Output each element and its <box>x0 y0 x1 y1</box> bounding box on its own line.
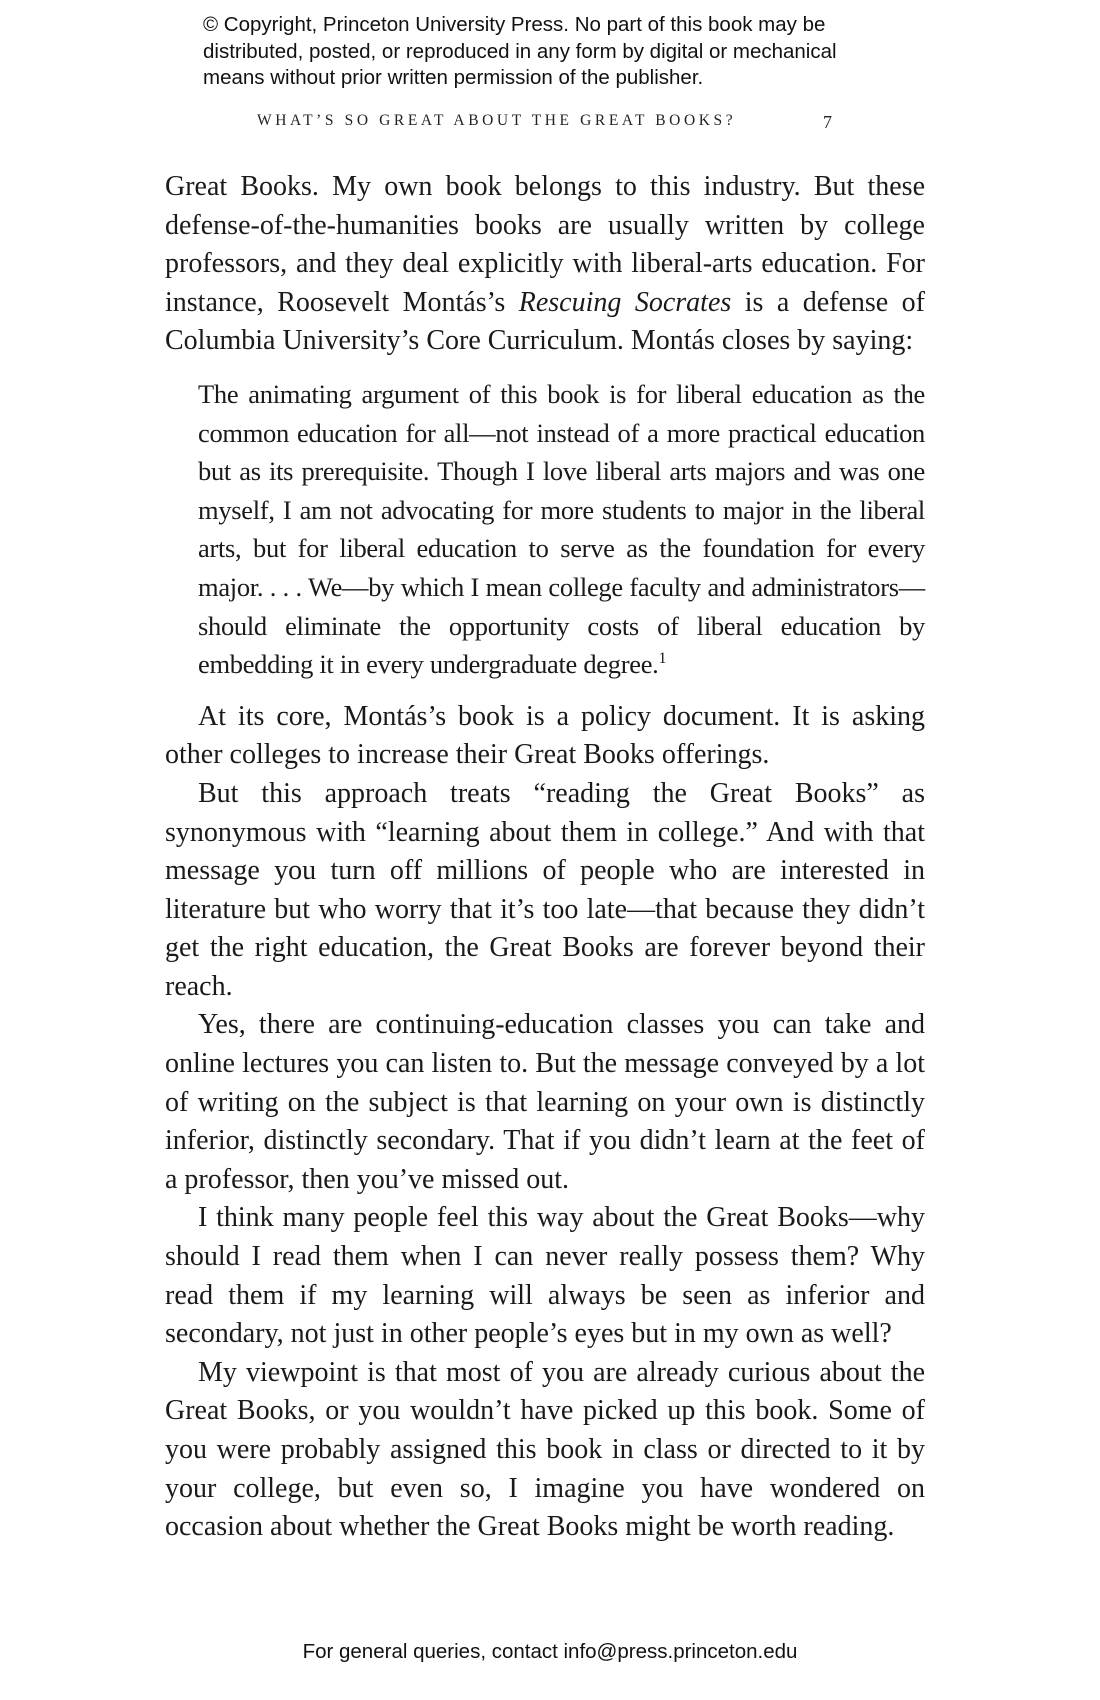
paragraph-1 <box>165 168 925 361</box>
paragraph-2: At its core, Montás’s book is a policy document. It is asking other colleges to increase their Great Books offerings. <box>165 700 925 771</box>
footnote-marker: 1 <box>658 650 667 668</box>
page-body <box>165 168 925 1547</box>
block-quote <box>198 375 925 684</box>
page-number: 7 <box>823 112 832 132</box>
paragraph-1-text-a: Great Books. My own book belongs to this industry. But these defense-of-the-humanities books are usually written by college professors, and they deal explicitly with liberal-arts education. For instance, Roosevelt Montás’s <box>165 171 925 318</box>
paragraph-5: I think many people feel this way about the Great Books—why should I read them when I can never really possess them? Why read them if my learning will always be seen as inferior and secondary, not just in other people’s eyes but in my own as well? <box>165 1202 925 1350</box>
book-title-rescuing-socrates: Rescuing Socrates <box>518 286 732 318</box>
copyright-notice: © Copyright, Princeton University Press. No part of this book may be distributed, posted, or reproduced in any form by digital or mechanical means without prior written permission of the publisher. <box>203 13 837 89</box>
paragraph-6: My viewpoint is that most of you are already curious about the Great Books, or you wouldn’t have picked up this book. Some of you were probably assigned this book in class or directed to it by your college, but even so, I imagine you have wondered on occasion about whether the Great Books might be worth reading. <box>165 1356 925 1543</box>
contact-footer: For general queries, contact info@press.princeton.edu <box>302 1640 798 1663</box>
paragraph-3: But this approach treats “reading the Great Books” as synonymous with “learning about them in college.” And with that message you turn off millions of people who are interested in literature but who worry that it’s too late—that because they didn’t get the right education, the Great Books are forever beyond their reach. <box>165 777 925 1002</box>
block-quote-text: The animating argument of this book is for liberal education as the common education for all—not instead of a more practical education but as its prerequisite. Though I love liberal arts majors and was one myself, I am not advocating for more students to major in the liberal arts, but for liberal education to serve as the foundation for every major. . . . We—by which I mean college faculty and administrators—should eliminate the opportunity costs of liberal education by embedding it in every undergraduate degree. <box>198 378 925 680</box>
paragraph-4: Yes, there are continuing-education classes you can take and online lectures you can listen to. But the message conveyed by a lot of writing on the subject is that learning on your own is distinctly inferior, distinctly secondary. That if you didn’t learn at the feet of a professor, then you’ve missed out. <box>165 1009 925 1195</box>
paragraph-1-text-b: is a defense of Columbia University’s Core Curriculum. Montás closes by saying: <box>165 286 925 357</box>
running-head: WHAT’S SO GREAT ABOUT THE GREAT BOOKS? <box>257 112 737 129</box>
